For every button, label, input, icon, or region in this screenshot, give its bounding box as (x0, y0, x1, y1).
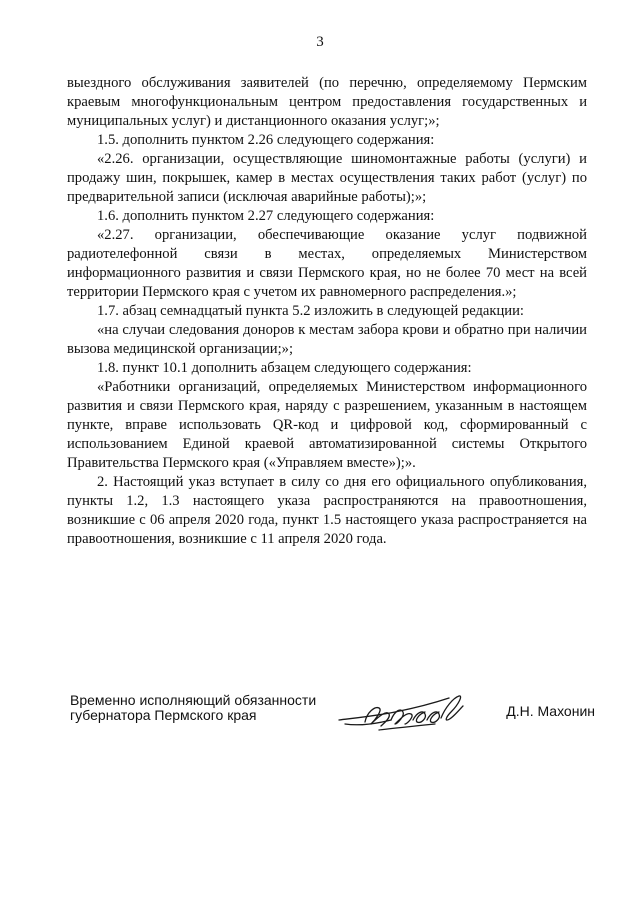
paragraph-donors: «на случаи следования доноров к местам забора крови и обратно при наличии вызова медицинской организации;»; (67, 322, 587, 357)
signatory-title-line-1: Временно исполняющий обязанности (70, 692, 317, 708)
signatory-name: Д.Н. Махонин (506, 703, 595, 719)
paragraph-2-27: «2.27. организации, обеспечивающие оказание услуг подвижной радиотелефонной связи в местах, определяемых Министерством информационного развития и связи Пермского края, но не более 70 мест на всей территории Пермского края с учетом их равномерного распределения.»; (67, 227, 587, 300)
paragraph-continuation: выездного обслуживания заявителей (по перечню, определяемому Пермским краевым многофункциональным центром предоставления государственных и муниципальных услуг) и дистанционного оказания услуг;»; (67, 75, 587, 129)
page-number: 3 (316, 34, 324, 50)
paragraph-1-8: 1.8. пункт 10.1 дополнить абзацем следующего содержания: (97, 360, 472, 376)
handwritten-signature (335, 690, 475, 738)
paragraph-workers: «Работники организаций, определяемых Министерством информационного развития и связи Пермского края, наряду с разрешением, указанным в настоящем пункте, вправе использовать QR-код и цифровой код, сформированный с использованием Единой краевой автоматизированной системы Открытого Правительства Пермского края («Управляем вместе»);». (67, 379, 587, 471)
paragraph-2-26: «2.26. организации, осуществляющие шиномонтажные работы (услуги) и продажу шин, покрышек, камер в местах осуществления таких работ (услуг) по предварительной записи (исключая аварийные работы);»; (67, 151, 587, 205)
document-body (67, 74, 587, 549)
signature-block (70, 690, 595, 740)
signatory-title (70, 693, 316, 723)
paragraph-2-effective: 2. Настоящий указ вступает в силу со дня его официального опубликования, пункты 1.2, 1.3 настоящего указа распространяются на правоотношения, возникшие с 06 апреля 2020 года, пункт 1.5 настоящего указа распространяется на правоотношения, возникшие с 11 апреля 2020 года. (67, 474, 587, 547)
paragraph-1-7: 1.7. абзац семнадцатый пункта 5.2 изложить в следующей редакции: (97, 303, 524, 319)
paragraph-1-6: 1.6. дополнить пунктом 2.27 следующего содержания: (97, 208, 435, 224)
paragraph-1-5: 1.5. дополнить пунктом 2.26 следующего содержания: (97, 132, 435, 148)
signatory-title-line-2: губернатора Пермского края (70, 707, 257, 723)
